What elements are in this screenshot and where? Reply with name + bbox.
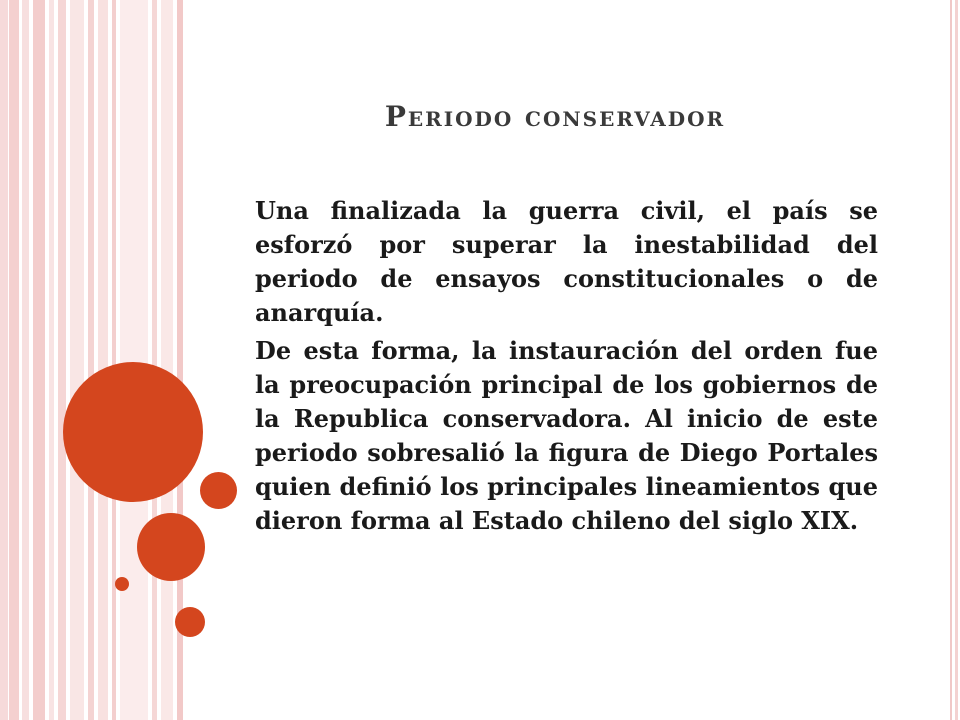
tiny-circle [115,577,129,591]
stripe [9,0,19,720]
stripe [0,0,8,720]
stripe [152,0,157,720]
stripe [112,0,116,720]
stripe [33,0,45,720]
stripe [70,0,84,720]
border-line [955,0,958,720]
paragraph: Una finalizada la guerra civil, el país se esforzó por superar la inestabilidad del periodo de ensayos constitucionales o de anarquía. [255,196,878,327]
stripe [49,0,54,720]
large-circle [63,362,203,502]
stripe [98,0,108,720]
paragraph: De esta forma, la instauración del orden fue la preocupación principal de los gobiernos de la Republica conservadora. Al inicio de este periodo sobresalió la figura de Diego Portales quien definió los principales lineamientos que dieron forma al Estado chileno del siglo XIX. [255,336,878,535]
slide-title: Periodo conservador [384,100,726,133]
stripe [58,0,66,720]
slide-body [255,194,878,538]
border-line [950,0,952,720]
stripe [120,0,148,720]
small-circle [175,607,205,637]
stripe [88,0,94,720]
small-circle [200,472,237,509]
medium-circle [137,513,205,581]
stripe [161,0,173,720]
stripe [22,0,29,720]
